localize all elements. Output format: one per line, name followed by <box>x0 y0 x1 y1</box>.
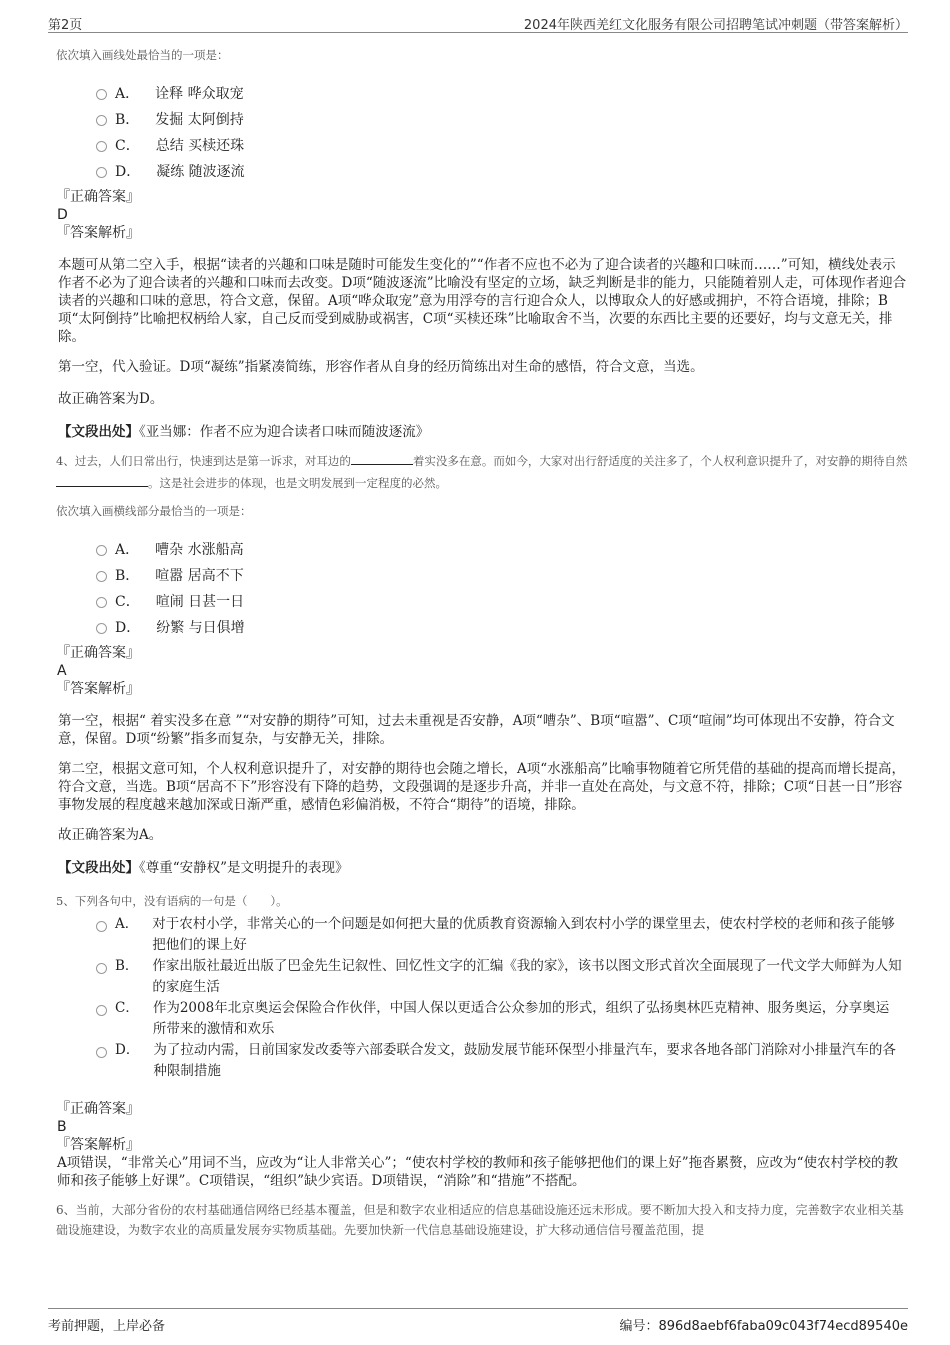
option-text: 作为2008年北京奥运会保险合作伙伴，中国人保以更适合公众参加的形式，组织了弘扬奥林匹克精神、服务奥运，分享奥运所带来的激情和欢乐 <box>152 1000 890 1037</box>
q4-instruction: 依次填入画横线部分最恰当的一项是： <box>56 504 252 518</box>
document-body <box>48 44 908 1240</box>
radio-icon[interactable] <box>96 571 107 582</box>
radio-icon[interactable] <box>96 921 107 932</box>
analysis-paragraph: 故正确答案为D。 <box>58 391 164 407</box>
q5-option-a[interactable] <box>96 914 908 956</box>
correct-answer-label: 『正确答案』 <box>56 189 140 205</box>
correct-answer: B <box>57 1119 67 1135</box>
option-letter: A． <box>115 86 140 102</box>
option-text: 发掘 太阿倒持 <box>155 112 244 128</box>
analysis-paragraph: A项错误，“非常关心”用词不当，应改为“让人非常关心”；“使农村学校的教师和孩子能够把他们的课上好”拖沓累赘，应改为“使农村学校的教师和孩子能够上好课”。C项错误，“组织”缺少宾语。D项错误，“消除”和“措施”不搭配。 <box>57 1155 899 1189</box>
q5-options <box>48 914 908 1082</box>
analysis-label: 『答案解析』 <box>56 225 140 241</box>
analysis-label: 『答案解析』 <box>56 1137 140 1153</box>
q4-option-c[interactable] <box>96 588 908 614</box>
source-citation <box>58 858 908 878</box>
q3-options <box>96 80 908 184</box>
option-letter: C． <box>115 1000 139 1016</box>
q3-instruction: 依次填入画线处最恰当的一项是： <box>56 48 229 62</box>
option-text: 凝练 随波逐流 <box>156 164 245 180</box>
analysis-paragraph: 第二空，根据文意可知，个人权利意识提升了，对安静的期待也会随之增长，A项“水涨船高”比喻事物随着它所凭借的基础的提高而增长提高，符合文意，当选。B项“居高不下”形容没有下降的趋势，文段强调的是逐步升高，并非一直处在高处，与文意不符，排除；C项“日甚一日”形容事物发展的程度越来越加深或日渐严重，感情色彩偏消极，不符合“期待”的语境，排除。 <box>58 761 906 813</box>
code-label: 编号： <box>619 1319 659 1334</box>
option-text: 诠释 哗众取宠 <box>155 86 244 102</box>
source-label: 【文段出处】 <box>58 424 139 440</box>
correct-answer: A <box>57 663 67 679</box>
option-letter: B． <box>115 568 140 584</box>
option-text: 总结 买椟还珠 <box>155 138 245 154</box>
q4-option-d[interactable] <box>96 614 908 640</box>
option-text: 喧闹 日甚一日 <box>155 594 245 610</box>
option-text: 嘈杂 水涨船高 <box>155 542 244 558</box>
option-text: 喧嚣 居高不下 <box>155 568 244 584</box>
document-code <box>619 1315 908 1334</box>
radio-icon[interactable] <box>96 115 107 126</box>
source-title: 《亚当娜：作者不应为迎合读者口味而随波逐流》 <box>139 424 430 440</box>
page-header <box>48 12 908 33</box>
footer-slogan: 考前押题，上岸必备 <box>48 1319 166 1334</box>
page-footer <box>48 1308 908 1337</box>
analysis-paragraph: 本题可从第二空入手，根据“读者的兴趣和口味是随时可能发生变化的”“作者不应也不必为了迎合读者的兴趣和口味而……”可知，横线处表示作者不必为了迎合读者的兴趣和口味而去改变。D项“随波逐流”比喻没有坚定的立场，缺乏判断是非的能力，只能随着别人走，可体现作者迎合读者的兴趣和口味的意思，符合文意，保留。A项“哗众取宠”意为用浮夸的言行迎合众人，以博取众人的好感或拥护，不符合语境，排除；B项“太阿倒持”比喻把权柄给人家，自己反而受到威胁或祸害，C项“买椟还珠”比喻取舍不当，次要的东西比主要的还要好，均与文意无关，排除。 <box>58 257 907 345</box>
q5-option-b[interactable] <box>96 956 908 998</box>
analysis-paragraph: 第一空，代入验证。D项“凝练”指紧凑简练，形容作者从自身的经历简练出对生命的感悟，符合文意，当选。 <box>58 359 704 375</box>
q5-option-d[interactable] <box>96 1040 908 1082</box>
q3-option-d[interactable] <box>96 158 908 184</box>
fill-blank <box>56 486 148 487</box>
q5-stem: 5、下列各句中，没有语病的一句是（ ）。 <box>56 894 288 908</box>
radio-icon[interactable] <box>96 1047 107 1058</box>
option-letter: D． <box>115 164 141 180</box>
radio-icon[interactable] <box>96 89 107 100</box>
radio-icon[interactable] <box>96 545 107 556</box>
radio-icon[interactable] <box>96 623 107 634</box>
option-letter: C． <box>115 138 140 154</box>
option-letter: A． <box>115 916 139 932</box>
radio-icon[interactable] <box>96 1005 107 1016</box>
correct-answer-label: 『正确答案』 <box>56 1101 140 1117</box>
source-title: 《尊重“安静权”是文明提升的表现》 <box>139 860 349 876</box>
q4-options <box>96 536 908 640</box>
fill-blank <box>351 464 413 465</box>
radio-icon[interactable] <box>96 167 107 178</box>
option-letter: C． <box>115 594 140 610</box>
analysis-paragraph: 故正确答案为A。 <box>58 827 163 843</box>
option-letter: D． <box>115 620 141 636</box>
code-value: 896d8aebf6faba09c043f74ecd89540e <box>658 1319 908 1334</box>
radio-icon[interactable] <box>96 963 107 974</box>
option-text: 对于农村小学，非常关心的一个问题是如何把大量的优质教育资源输入到农村小学的课堂里去，使农村学校的老师和孩子能够把他们的课上好 <box>152 916 895 953</box>
analysis-paragraph: 第一空，根据“ 着实没多在意 ”“对安静的期待”可知，过去未重视是否安静，A项“嘈杂”、B项“喧嚣”、C项“喧闹”均可体现出不安静，符合文意，保留。D项“纷繁”指多而复杂，与安静无关，排除。 <box>58 713 895 747</box>
page-number: 第2页 <box>48 18 83 33</box>
document-title: 2024年陕西羌红文化服务有限公司招聘笔试冲刺题（带答案解析） <box>523 18 908 33</box>
correct-answer: D <box>57 207 68 223</box>
option-text: 作家出版社最近出版了巴金先生记叙性、回忆性文字的汇编《我的家》，该书以图文形式首次全面展现了一代文学大师鲜为人知的家庭生活 <box>152 958 902 995</box>
q5-option-c[interactable] <box>96 998 908 1040</box>
analysis-label: 『答案解析』 <box>56 681 140 697</box>
option-letter: D． <box>115 1042 140 1058</box>
q6-stem: 6、当前，大部分省份的农村基础通信网络已经基本覆盖，但是和数字农业相适应的信息基础设施还远未形成。要不断加大投入和支持力度，完善数字农业相关基础设施建设，为数字农业的高质量发展夯实物质基础。先要加快新一代信息基础设施建设，扩大移动通信信号覆盖范围，提 <box>56 1203 904 1237</box>
q3-option-c[interactable] <box>96 132 908 158</box>
q4-option-a[interactable] <box>96 536 908 562</box>
radio-icon[interactable] <box>96 597 107 608</box>
radio-icon[interactable] <box>96 141 107 152</box>
option-letter: B． <box>115 958 139 974</box>
q4-stem: 4、过去，人们日常出行，快速到达是第一诉求，对耳边的 着实没多在意。而如今，大家对出行舒适度的关注多了，个人权利意识提升了，对安静的期待自然。这是社会进步的体现，也是文明发展到一定程度的必然。 <box>56 454 908 490</box>
option-text: 纷繁 与日俱增 <box>156 620 245 636</box>
option-letter: A． <box>115 542 140 558</box>
correct-answer-label: 『正确答案』 <box>56 645 140 661</box>
source-citation <box>58 422 908 442</box>
source-label: 【文段出处】 <box>58 860 139 876</box>
option-letter: B． <box>115 112 140 128</box>
q3-option-a[interactable] <box>96 80 908 106</box>
q3-option-b[interactable] <box>96 106 908 132</box>
option-text: 为了拉动内需，日前国家发改委等六部委联合发文，鼓励发展节能环保型小排量汽车，要求各地各部门消除对小排量汽车的各种限制措施 <box>153 1042 896 1079</box>
q4-option-b[interactable] <box>96 562 908 588</box>
